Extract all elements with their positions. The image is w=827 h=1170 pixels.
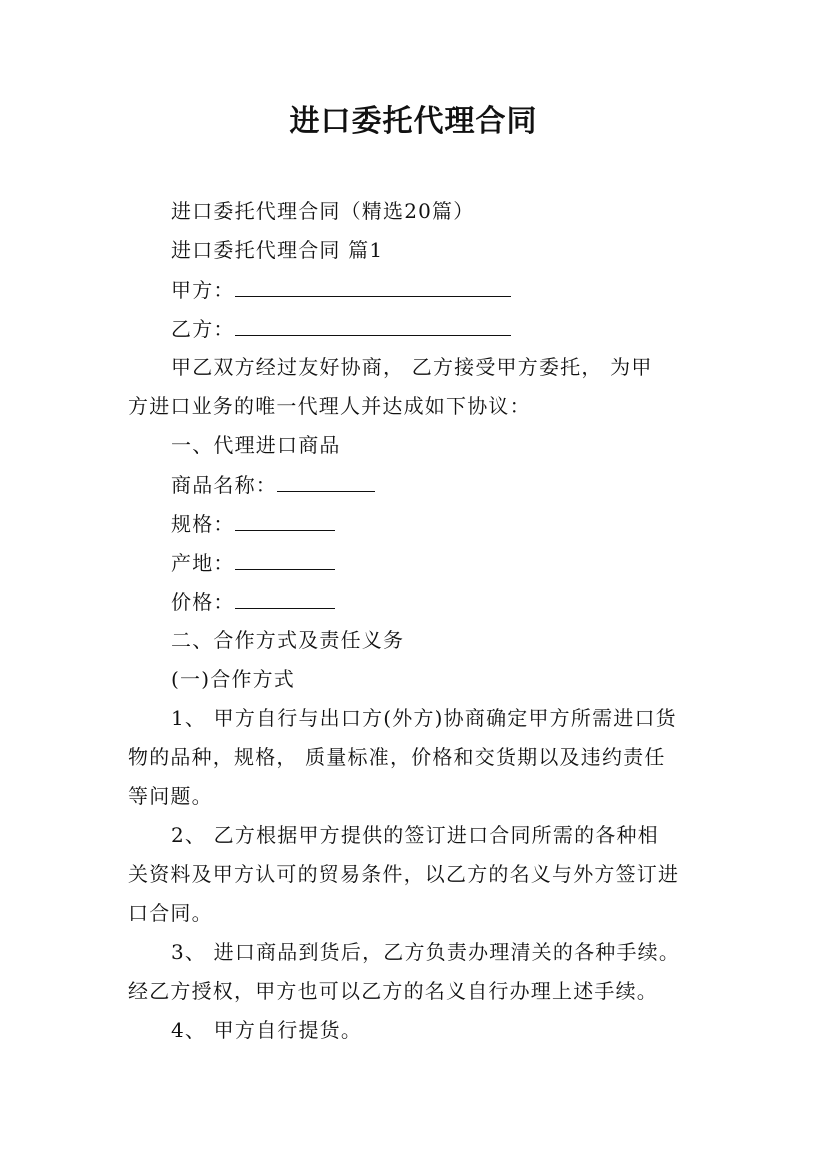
price-label: 价格： — [171, 590, 235, 614]
item-2-line-1: 2、 乙方根据甲方提供的签订进口合同所需的各种相 — [171, 823, 659, 847]
item-1-line-3: 等问题。 — [128, 784, 213, 808]
spec-blank[interactable] — [235, 508, 335, 531]
item-1-line-1: 1、 甲方自行与出口方(外方)协商确定甲方所需进口货 — [171, 706, 677, 730]
item-3-line-1: 3、 进口商品到货后，乙方负责办理清关的各种手续。 — [171, 940, 681, 964]
item-4-line-1: 4、 甲方自行提货。 — [171, 1018, 363, 1042]
intro-line-2: 方进口业务的唯一代理人并达成如下协议： — [128, 394, 531, 418]
item-1-line-2: 物的品种，规格， 质量标准，价格和交货期以及违约责任 — [128, 745, 666, 769]
origin-blank[interactable] — [235, 547, 335, 570]
section-2-heading: 二、合作方式及责任义务 — [171, 628, 405, 652]
document-title: 进口委托代理合同 — [289, 104, 538, 139]
price-blank[interactable] — [235, 586, 335, 609]
party-b-line — [171, 313, 511, 344]
subtitle: 进口委托代理合同（精选20篇） — [171, 199, 475, 223]
item-2-line-3: 口合同。 — [128, 901, 213, 925]
origin-line — [171, 547, 335, 578]
goods-name-label: 商品名称： — [171, 473, 277, 497]
party-a-label: 甲方： — [171, 278, 235, 302]
section-1-heading: 一、代理进口商品 — [171, 433, 341, 457]
party-a-line — [171, 274, 511, 305]
party-b-blank[interactable] — [235, 313, 511, 336]
article-heading: 进口委托代理合同 篇1 — [171, 238, 384, 262]
goods-name-blank[interactable] — [277, 469, 375, 492]
intro-line-1: 甲乙双方经过友好协商， 乙方接受甲方委托， 为甲 — [171, 355, 653, 379]
goods-name-line — [171, 469, 375, 500]
item-2-line-2: 关资料及甲方认可的贸易条件，以乙方的名义与外方签订进 — [128, 862, 680, 886]
origin-label: 产地： — [171, 551, 235, 575]
spec-line — [171, 508, 335, 539]
subsection-1-heading: (一)合作方式 — [171, 667, 296, 691]
item-3-line-2: 经乙方授权，甲方也可以乙方的名义自行办理上述手续。 — [128, 979, 658, 1003]
party-b-label: 乙方： — [171, 317, 235, 341]
party-a-blank[interactable] — [235, 274, 511, 297]
spec-label: 规格： — [171, 512, 235, 536]
price-line — [171, 586, 335, 617]
